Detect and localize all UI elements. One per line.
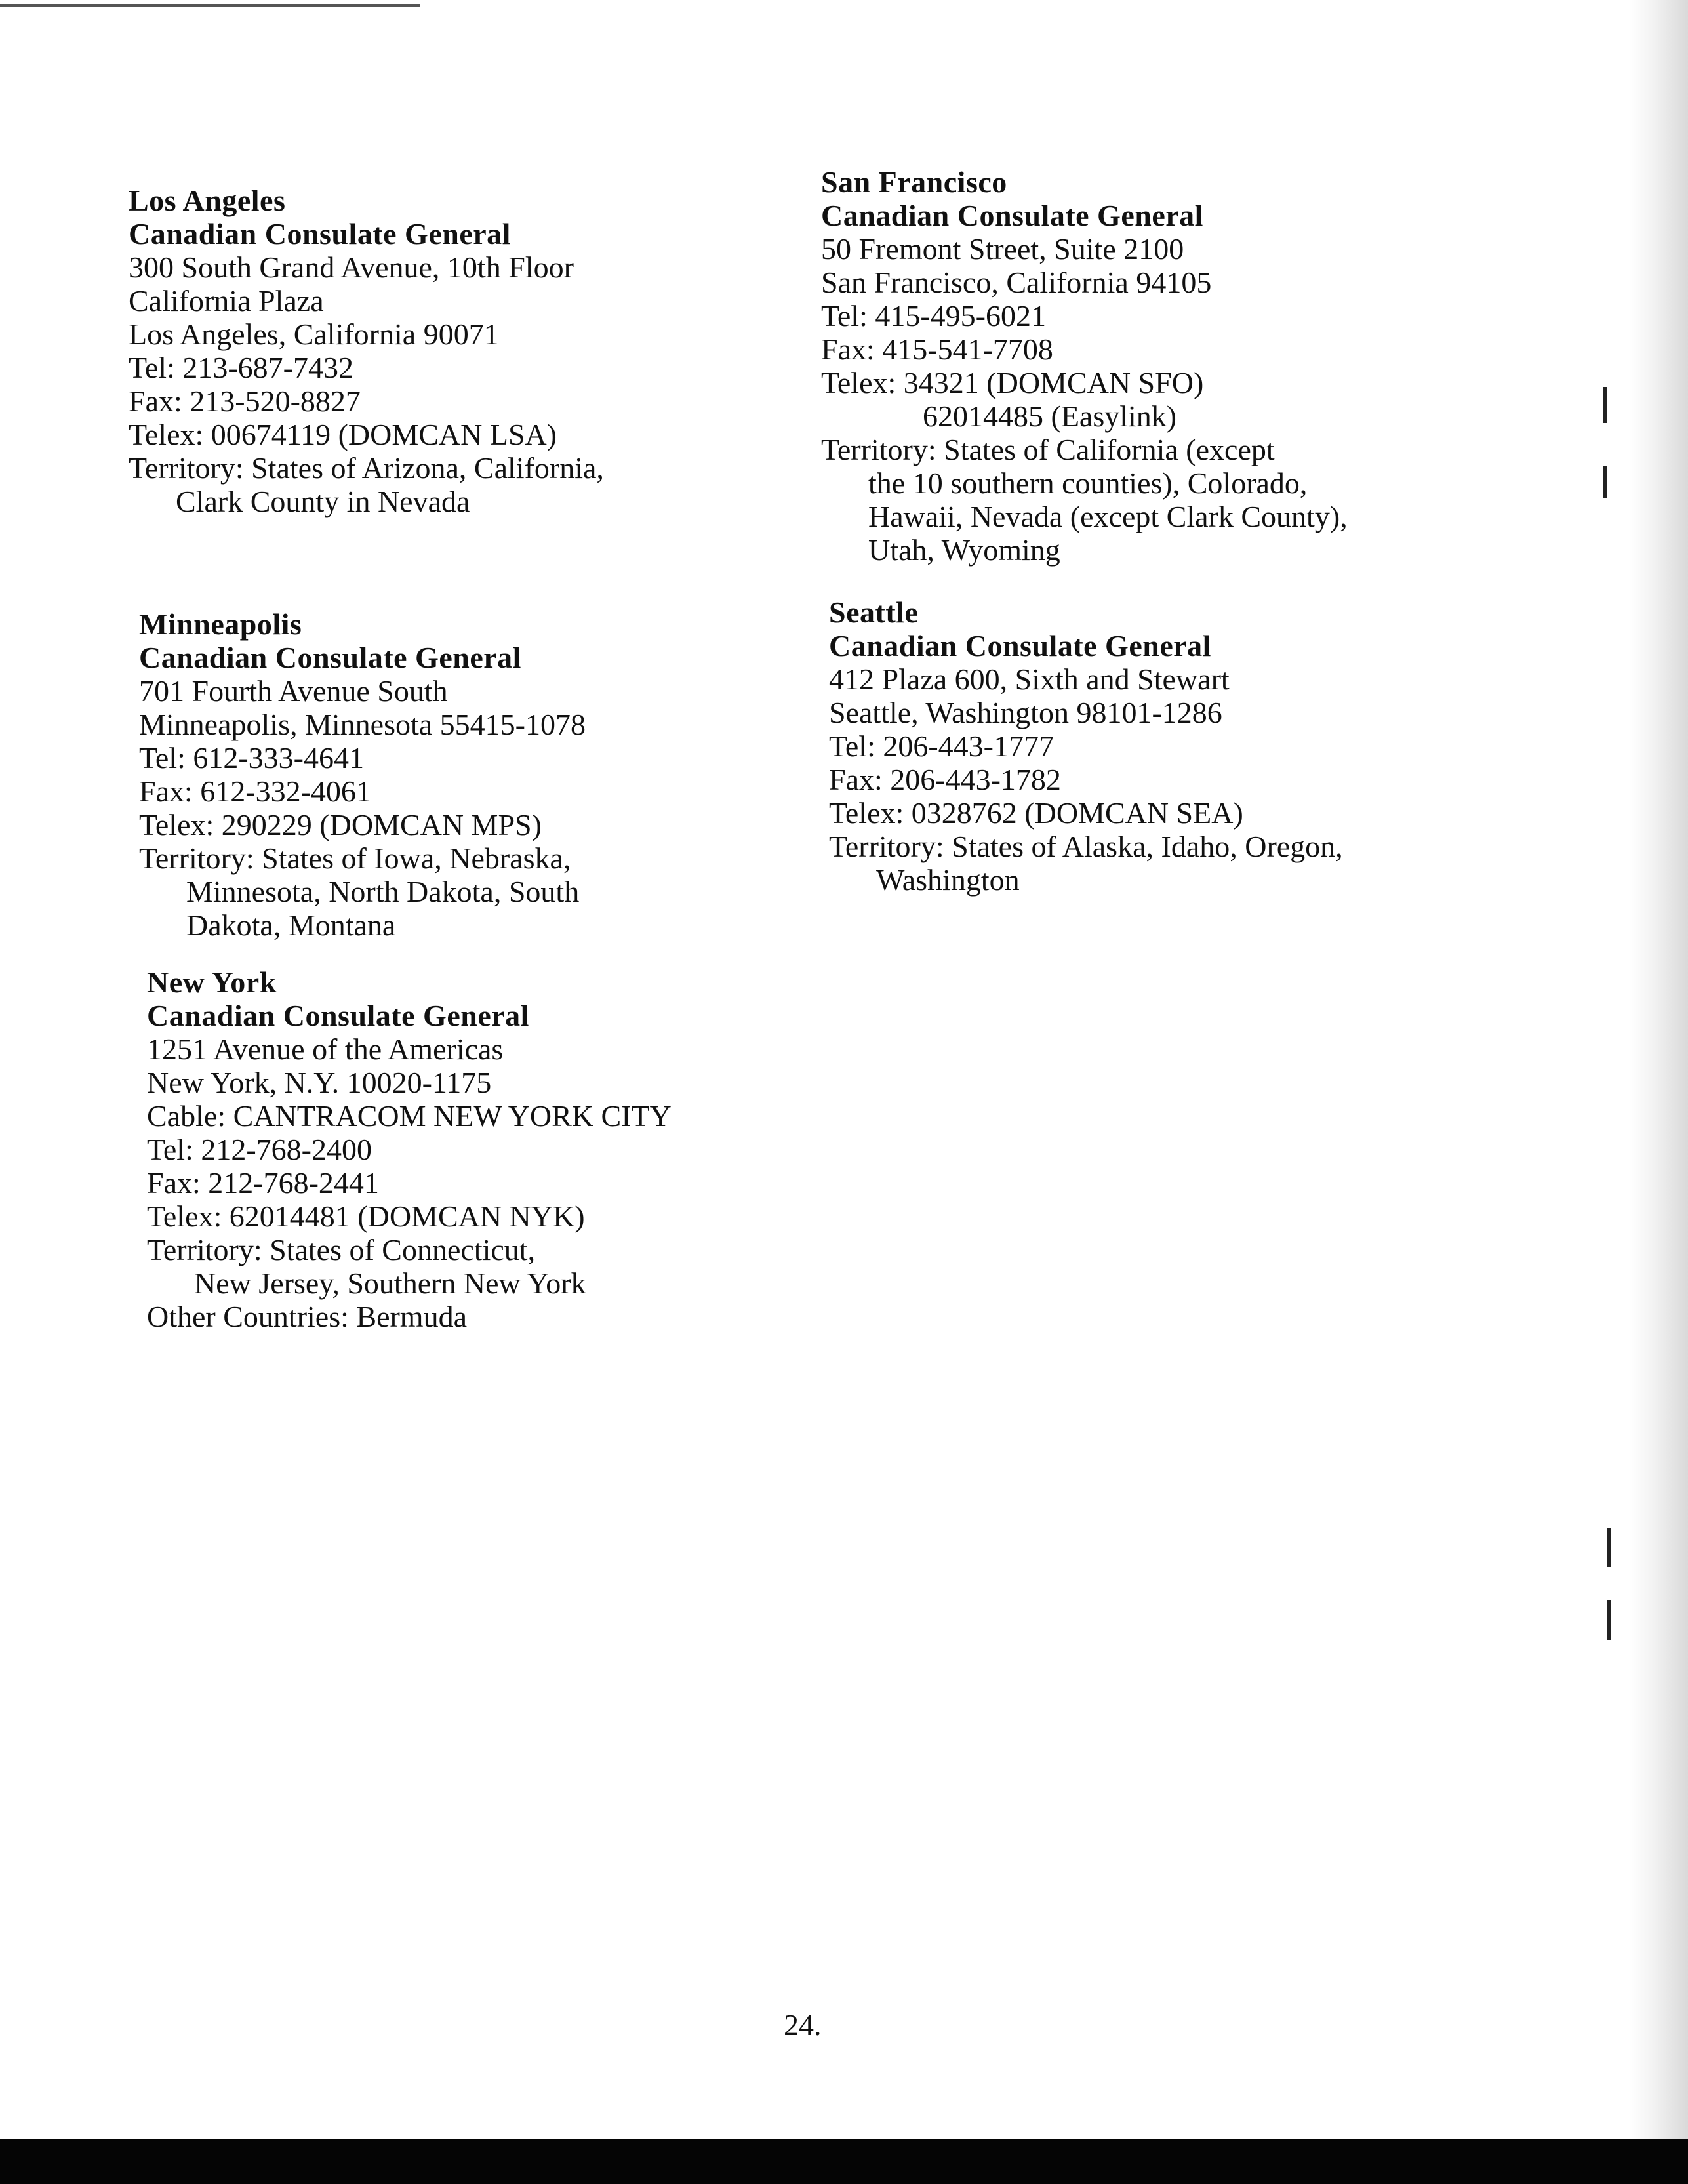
- address-line: 50 Fremont Street, Suite 2100: [821, 232, 1184, 266]
- telex-line: Telex: 290229 (DOMCAN MPS): [139, 808, 542, 841]
- office-new-york: [147, 965, 672, 1333]
- office-minneapolis: [139, 607, 586, 942]
- tel-line: Tel: 612-333-4641: [139, 741, 365, 775]
- scan-mark: [1607, 1528, 1611, 1567]
- telex-line: Telex: 00674119 (DOMCAN LSA): [129, 418, 557, 451]
- office-name: Canadian Consulate General: [829, 629, 1211, 662]
- tel-line: Tel: 415-495-6021: [821, 299, 1047, 333]
- office-los-angeles: [129, 184, 604, 518]
- telex-line: Telex: 0328762 (DOMCAN SEA): [829, 796, 1243, 830]
- office-name: Canadian Consulate General: [821, 199, 1203, 232]
- cable-line: Cable: CANTRACOM NEW YORK CITY: [147, 1099, 672, 1133]
- office-name: Canadian Consulate General: [139, 641, 521, 674]
- address-line: Minneapolis, Minnesota 55415-1078: [139, 708, 586, 741]
- scan-mark: [1607, 1600, 1611, 1640]
- address-line: 300 South Grand Avenue, 10th Floor: [129, 251, 574, 284]
- address-line: Los Angeles, California 90071: [129, 317, 499, 351]
- territory-line: Minnesota, North Dakota, South: [186, 875, 580, 908]
- telex-line-extra: 62014485 (Easylink): [923, 399, 1177, 433]
- address-line: Seattle, Washington 98101-1286: [829, 696, 1222, 729]
- address-line: 412 Plaza 600, Sixth and Stewart: [829, 662, 1230, 696]
- address-line: New York, N.Y. 10020-1175: [147, 1066, 492, 1099]
- tel-line: Tel: 212-768-2400: [147, 1133, 372, 1166]
- office-name: Canadian Consulate General: [129, 217, 511, 251]
- telex-line: Telex: 62014481 (DOMCAN NYK): [147, 1200, 585, 1233]
- territory-line: Clark County in Nevada: [176, 485, 470, 518]
- office-seattle: [829, 596, 1343, 897]
- bottom-scan-edge: [0, 2139, 1688, 2184]
- territory-line: the 10 southern counties), Colorado,: [868, 466, 1308, 500]
- office-name: Canadian Consulate General: [147, 999, 529, 1032]
- office-city: San Francisco: [821, 165, 1007, 199]
- other-countries-line: Other Countries: Bermuda: [147, 1300, 468, 1333]
- office-city: Los Angeles: [129, 184, 286, 217]
- address-line: California Plaza: [129, 284, 324, 317]
- territory-line: Utah, Wyoming: [868, 533, 1060, 567]
- top-scan-rule: [0, 4, 420, 7]
- office-city: Minneapolis: [139, 607, 302, 641]
- territory-line: Hawaii, Nevada (except Clark County),: [868, 500, 1348, 533]
- office-city: New York: [147, 965, 277, 999]
- fax-line: Fax: 206-443-1782: [829, 763, 1061, 796]
- territory-line: Territory: States of Connecticut,: [147, 1233, 536, 1266]
- tel-line: Tel: 206-443-1777: [829, 729, 1055, 763]
- scan-mark: [1603, 387, 1607, 423]
- telex-line: Telex: 34321 (DOMCAN SFO): [821, 366, 1204, 399]
- territory-line: Washington: [876, 863, 1020, 897]
- address-line: 1251 Avenue of the Americas: [147, 1032, 504, 1066]
- page-edge-shadow: [1629, 0, 1688, 2184]
- fax-line: Fax: 415-541-7708: [821, 333, 1053, 366]
- territory-line: Territory: States of Alaska, Idaho, Oregon,: [829, 830, 1343, 863]
- page-number: 24.: [784, 2008, 822, 2042]
- territory-line: Territory: States of California (except: [821, 433, 1275, 466]
- territory-line: Territory: States of Arizona, California,: [129, 451, 604, 485]
- office-san-francisco: [821, 165, 1348, 567]
- address-line: 701 Fourth Avenue South: [139, 674, 448, 708]
- territory-line: New Jersey, Southern New York: [194, 1266, 586, 1300]
- fax-line: Fax: 212-768-2441: [147, 1166, 379, 1200]
- territory-line: Dakota, Montana: [186, 908, 396, 942]
- office-city: Seattle: [829, 596, 919, 629]
- fax-line: Fax: 612-332-4061: [139, 775, 371, 808]
- fax-line: Fax: 213-520-8827: [129, 384, 361, 418]
- tel-line: Tel: 213-687-7432: [129, 351, 354, 384]
- scan-mark: [1603, 466, 1607, 498]
- territory-line: Territory: States of Iowa, Nebraska,: [139, 841, 571, 875]
- address-line: San Francisco, California 94105: [821, 266, 1212, 299]
